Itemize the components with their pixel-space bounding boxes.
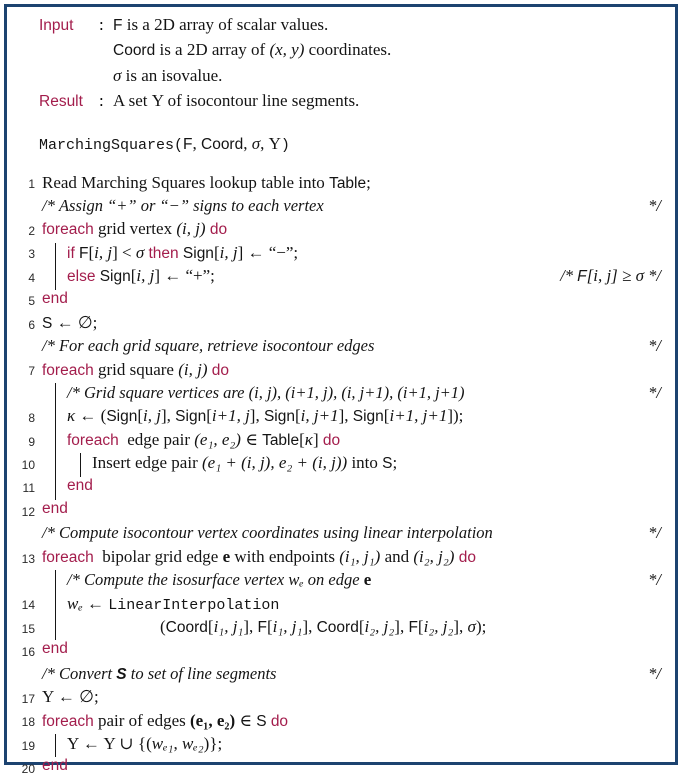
- comment-text: */: [648, 383, 661, 403]
- line-number: 15: [10, 622, 35, 636]
- code-text: i+1, j: [212, 406, 250, 426]
- comment-text: Grid square vertices are (i, j), (i+1, j), (i, j+1), (i+1, j+1): [84, 383, 465, 403]
- keyword: do: [271, 713, 288, 731]
- result-line: [113, 91, 359, 111]
- comment-text: /*: [42, 664, 59, 684]
- code-text: [: [295, 406, 301, 426]
- input-line-1: [113, 15, 328, 35]
- indent-guide: [55, 430, 56, 453]
- code-text: );: [476, 617, 486, 637]
- code-text: Sign: [183, 245, 214, 263]
- line-content: [35, 383, 667, 406]
- code-text: ,: [243, 134, 252, 154]
- line-content: [35, 219, 667, 242]
- code-line: [10, 687, 667, 710]
- code-text: ∈: [241, 430, 262, 450]
- code-text: ;: [366, 173, 371, 193]
- keyword: foreach: [42, 549, 94, 567]
- result-colon: :: [99, 91, 113, 111]
- line-content: [35, 711, 667, 734]
- code-line: [10, 617, 667, 640]
- code-line: [10, 477, 667, 500]
- line-content: [35, 640, 667, 663]
- code-text: (e₁ + (i, j), e₂ + (i, j)): [202, 453, 347, 473]
- code-text: is a 2D array of: [155, 40, 269, 59]
- keyword: end: [42, 757, 68, 775]
- line-number: 16: [10, 645, 35, 659]
- code-listing: [10, 173, 667, 781]
- code-text: S: [116, 666, 126, 684]
- line-content: [35, 336, 667, 359]
- code-text: (x, y): [269, 40, 304, 59]
- code-text: [: [299, 430, 305, 450]
- code-line: [10, 594, 667, 617]
- code-text: Sign: [106, 408, 137, 426]
- indent-guide: [55, 453, 56, 476]
- code-text: i₁, j₁: [214, 617, 244, 637]
- code-text: Read Marching Squares lookup table into: [42, 173, 329, 193]
- indent-guide: [55, 266, 56, 289]
- code-text: ← ∅;: [52, 313, 97, 333]
- code-text: ,: [260, 134, 269, 154]
- code-text: wₑ₂: [182, 734, 204, 754]
- code-text: F: [79, 245, 88, 263]
- code-text: σ: [136, 243, 144, 263]
- code-text: [: [206, 406, 212, 426]
- comment-text: */: [648, 570, 661, 590]
- comment-text: to set of line segments: [127, 664, 277, 684]
- code-text: [: [214, 243, 220, 263]
- code-line: [10, 640, 667, 663]
- keyword: foreach: [42, 362, 94, 380]
- line-number: 13: [10, 552, 35, 566]
- comment-text: /*: [560, 266, 577, 286]
- line-number: 3: [10, 247, 35, 261]
- code-text: [: [137, 406, 143, 426]
- code-text: Table: [329, 175, 366, 193]
- code-text: Sign: [175, 408, 206, 426]
- keyword: end: [42, 500, 68, 518]
- indent-guide: [55, 570, 56, 593]
- code-text: bipolar grid edge: [94, 547, 223, 567]
- code-text: ],: [339, 406, 353, 426]
- keyword: end: [42, 290, 68, 308]
- code-text: is an isovalue.: [121, 66, 222, 85]
- code-text: ] ← “+”;: [154, 266, 215, 286]
- code-text: [: [131, 266, 137, 286]
- comment-text: Compute isocontour vertex coordinates using linear interpolation: [59, 523, 493, 543]
- comment-text: /*: [67, 570, 84, 590]
- code-text: ,: [173, 734, 182, 754]
- line-number: 19: [10, 739, 35, 753]
- comment-text: /*: [42, 523, 59, 543]
- comment-line: [10, 383, 667, 406]
- line-number: 18: [10, 715, 35, 729]
- code-text: ],: [243, 617, 257, 637]
- keyword: end: [42, 640, 68, 658]
- code-text: [: [267, 617, 273, 637]
- indent-guide: [55, 617, 56, 640]
- code-text: Coord: [317, 619, 359, 637]
- line-number: 7: [10, 364, 35, 378]
- code-text: ;: [393, 453, 398, 473]
- code-text: grid vertex: [94, 219, 177, 239]
- code-text: MarchingSquares(: [39, 137, 183, 154]
- line-content: [35, 196, 667, 219]
- code-text: Sign: [353, 408, 384, 426]
- line-content: [35, 757, 667, 780]
- code-text: σ: [252, 134, 260, 154]
- code-text: Sign: [264, 408, 295, 426]
- line-number: 20: [10, 762, 35, 776]
- comment-line: [10, 664, 667, 687]
- code-line: [10, 711, 667, 734]
- code-text: ← (: [75, 406, 106, 426]
- line-content: [35, 406, 667, 429]
- code-line: [10, 290, 667, 313]
- code-text: i₂, j₂: [424, 617, 454, 637]
- comment-text: Compute the isosurface vertex wₑ on edge: [84, 570, 364, 590]
- keyword: foreach: [67, 432, 119, 450]
- code-text: LinearInterpolation: [108, 597, 279, 614]
- keyword: else: [67, 268, 95, 286]
- code-text: Coord: [113, 42, 155, 59]
- code-text: F: [183, 136, 192, 154]
- input-line-2: [113, 40, 391, 60]
- comment-text: /*: [42, 336, 59, 356]
- code-line: [10, 243, 667, 266]
- code-text: (i₂, j₂): [413, 547, 454, 567]
- line-number: 4: [10, 271, 35, 285]
- line-content: [35, 313, 667, 336]
- code-text: i, j+1: [301, 406, 339, 426]
- code-text: ],: [161, 406, 175, 426]
- line-number: 17: [10, 692, 35, 706]
- comment-text: Assign “+” or “−” signs to each vertex: [59, 196, 324, 216]
- code-text: ],: [302, 617, 316, 637]
- line-content: [35, 266, 667, 289]
- line-content: [35, 173, 667, 196]
- code-text: ,: [193, 134, 202, 154]
- code-text: [: [384, 406, 390, 426]
- keyword: then: [148, 245, 178, 263]
- code-text: (i, j): [178, 360, 207, 380]
- code-text: pair of edges: [94, 711, 190, 731]
- code-text: σ: [113, 66, 121, 85]
- comment-text: */: [644, 266, 661, 286]
- code-text: [: [418, 617, 424, 637]
- code-text: i, j: [94, 243, 112, 263]
- code-text: into: [347, 453, 382, 473]
- code-line: [10, 547, 667, 570]
- code-text: Table: [262, 432, 299, 450]
- code-text: ]: [313, 430, 323, 450]
- code-text: κ: [305, 430, 313, 450]
- comment-text: /*: [67, 383, 84, 403]
- code-text: Coord: [201, 136, 243, 154]
- code-text: ]);: [447, 406, 463, 426]
- input-line-3: [113, 66, 222, 86]
- comment-text: Convert: [59, 664, 116, 684]
- line-number: 5: [10, 294, 35, 308]
- code-text: i₂, j₂: [365, 617, 395, 637]
- code-line: [10, 219, 667, 242]
- code-text: ): [281, 137, 290, 154]
- code-text: [: [88, 243, 94, 263]
- line-content: [35, 500, 667, 523]
- indent-guide: [55, 594, 56, 617]
- indent-guide: [80, 453, 81, 476]
- code-text: Coord: [166, 619, 208, 637]
- code-text: e: [364, 570, 372, 590]
- code-text: ] <: [112, 243, 136, 263]
- line-number: 14: [10, 598, 35, 612]
- line-content: [35, 617, 667, 640]
- code-text: ],: [453, 617, 467, 637]
- code-text: i₁, j₁: [273, 617, 303, 637]
- code-text: with endpoints: [230, 547, 339, 567]
- keyword: do: [212, 362, 229, 380]
- code-text: A set Υ of isocontour line segments.: [113, 91, 359, 110]
- line-content: [35, 523, 667, 546]
- code-text: i+1, j+1: [389, 406, 447, 426]
- keyword: do: [459, 549, 476, 567]
- keyword: foreach: [42, 221, 94, 239]
- code-text: Υ: [269, 134, 281, 154]
- code-text: Insert edge pair: [92, 453, 202, 473]
- code-text: ] ← “−”;: [238, 243, 299, 263]
- code-text: [: [208, 617, 214, 637]
- code-text: ∈: [235, 711, 256, 731]
- code-text: i, j: [143, 406, 161, 426]
- line-content: [35, 547, 667, 570]
- code-text: wₑ₁: [152, 734, 174, 754]
- code-text: is a 2D array of scalar values.: [122, 15, 328, 34]
- line-content: [35, 290, 667, 313]
- input-row: [39, 15, 667, 40]
- code-text: ],: [394, 617, 408, 637]
- line-content: [35, 570, 667, 593]
- algorithm-box: [4, 4, 678, 765]
- keyword: do: [323, 432, 340, 450]
- indent-guide: [55, 406, 56, 429]
- comment-line: [10, 336, 667, 359]
- code-line: [10, 266, 667, 289]
- line-content: [35, 477, 667, 500]
- code-line: [10, 430, 667, 453]
- input-row-cont: [39, 66, 667, 91]
- code-text: Υ ← Υ ∪ {(: [67, 734, 152, 754]
- indent-guide: [55, 477, 56, 500]
- code-line: [10, 406, 667, 429]
- code-text: grid square: [94, 360, 179, 380]
- code-text: F: [408, 619, 417, 637]
- code-text: i, j: [136, 266, 154, 286]
- code-line: [10, 360, 667, 383]
- code-line: [10, 453, 667, 476]
- code-text: and: [380, 547, 413, 567]
- code-text: F: [258, 619, 267, 637]
- input-row-cont: [39, 40, 667, 65]
- line-number: 12: [10, 505, 35, 519]
- indent-guide: [55, 734, 56, 757]
- code-text: ],: [250, 406, 264, 426]
- comment-text: */: [648, 523, 661, 543]
- code-line: [10, 757, 667, 780]
- line-number: 11: [10, 481, 35, 495]
- line-content: [35, 243, 667, 266]
- line-number: 6: [10, 318, 35, 332]
- indent-guide: [55, 383, 56, 406]
- code-text: (: [160, 617, 166, 637]
- line-number: 2: [10, 224, 35, 238]
- comment-text: */: [648, 664, 661, 684]
- line-number: 9: [10, 435, 35, 449]
- code-text: [: [359, 617, 365, 637]
- code-text: κ: [67, 406, 75, 426]
- code-text: (e₁, e₂): [190, 711, 235, 731]
- keyword: do: [210, 221, 227, 239]
- code-text: (i, j): [176, 219, 205, 239]
- code-text: edge pair: [119, 430, 195, 450]
- code-text: coordinates.: [304, 40, 391, 59]
- procedure-signature: [39, 134, 667, 158]
- code-text: e: [223, 547, 231, 567]
- line-content: [35, 360, 667, 383]
- line-content: [35, 687, 667, 710]
- comment-text: */: [648, 336, 661, 356]
- keyword: if: [67, 245, 75, 263]
- line-content: [35, 453, 667, 476]
- code-text: i, j: [220, 243, 238, 263]
- code-text: (i₁, j₁): [339, 547, 380, 567]
- comment-line: [10, 570, 667, 593]
- code-line: [10, 500, 667, 523]
- code-text: )};: [204, 734, 223, 754]
- line-content: [35, 664, 667, 687]
- input-colon: :: [99, 15, 113, 35]
- line-number: 10: [10, 458, 35, 472]
- line-content: [35, 734, 667, 757]
- code-text: wₑ: [67, 594, 83, 614]
- code-line: [10, 734, 667, 757]
- code-text: F: [577, 268, 586, 286]
- comment-text: */: [648, 196, 661, 216]
- keyword: end: [67, 477, 93, 495]
- line-number: 8: [10, 411, 35, 425]
- code-text: (e₁, e₂): [194, 430, 241, 450]
- indent-guide: [55, 243, 56, 266]
- input-label: Input: [39, 17, 99, 35]
- result-row: [39, 91, 667, 116]
- keyword: foreach: [42, 713, 94, 731]
- code-text: S: [42, 315, 52, 333]
- result-label: Result: [39, 93, 99, 111]
- code-line: [10, 313, 667, 336]
- code-text: ←: [83, 594, 109, 614]
- code-text: Sign: [100, 268, 131, 286]
- comment-text: For each grid square, retrieve isocontour edges: [59, 336, 374, 356]
- comment-text: /*: [42, 196, 59, 216]
- line-content: [35, 430, 667, 453]
- comment-line: [10, 196, 667, 219]
- comment-line: [10, 523, 667, 546]
- code-text: Υ ← ∅;: [42, 687, 99, 707]
- code-text: S: [382, 455, 392, 473]
- code-text: F: [113, 17, 122, 34]
- code-line: [10, 173, 667, 196]
- line-number: 1: [10, 177, 35, 191]
- code-text: [i, j] ≥ σ: [587, 266, 644, 286]
- code-text: σ: [468, 617, 476, 637]
- line-content: [35, 594, 667, 617]
- code-text: S: [256, 713, 266, 731]
